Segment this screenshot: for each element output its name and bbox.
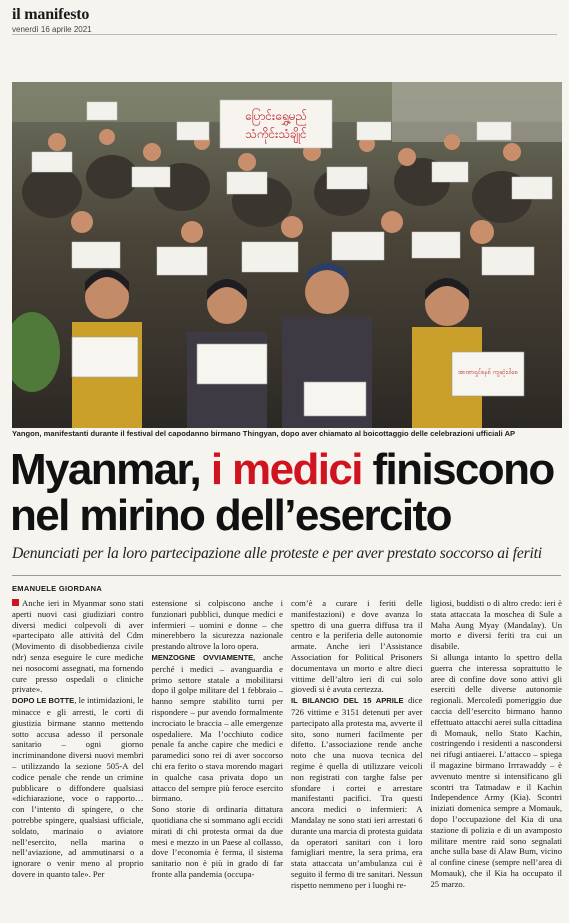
article-paragraph <box>12 695 144 880</box>
photo-credit: AP <box>504 429 516 438</box>
photo-banner-line1: ပြောင်းရွှေ့မည် <box>244 109 308 123</box>
paragraph-text: , anche perché i medici – avanguardia e primo settore statale a mobilitarsi dopo il golpe militare del 1 febbraio – hanno sempre stabilito turni per rispondere – pur avendo formalmente incrociato le braccia – alle emergenze ospedaliere. Ma l’occhiuto codice penale fa anche capire che medici e paramedici sono rei di aver soccorso chi era ferito o stava morendo magari in qualche casa privata dopo un attacco del sempre più feroce esercito birmano. <box>151 651 283 804</box>
paragraph-text: , le intimidazioni, le minacce e gli arresti, le corti di giustizia birmane stanno mettendo sotto accusa adesso il personale sanitario – ogni giorno incriminandone diversi nuovi membri – utilizzando la sezione 505-A del codice penale che rende un crimine pubblicare o diffondere qualsiasi «dichiarazione, voce o rapporto… con l’intento di spingere, o che potrebbe spingere, qualsiasi ufficiale, soldato, marinaio o aviatore nell’esercito, nella marina o nell’aviazione, ad ammutinarsi o a ignorare o venir meno al proprio dovere in quanto tale». Per <box>12 695 144 879</box>
byline: EMANUELE GIORDANA <box>12 584 103 593</box>
article-paragraph <box>431 652 563 890</box>
article-column <box>12 598 144 918</box>
protest-photo-illustration <box>12 82 562 428</box>
article-paragraph <box>291 598 423 695</box>
article-body <box>12 598 562 918</box>
photo-sign-text: အာဏာရှင်စနစ် ကျဆုံးပါစေ <box>457 369 519 376</box>
subhead-divider <box>12 575 561 576</box>
article-paragraph <box>152 652 284 804</box>
article-column <box>431 598 563 918</box>
headline <box>10 447 562 539</box>
top-divider <box>12 34 557 35</box>
article-column <box>152 598 284 918</box>
masthead <box>12 6 92 34</box>
paragraph-kicker: MENZOGNE OVVIAMENTE <box>151 652 254 662</box>
paragraph-text: dice 726 vittime e 3151 detenuti per aver partecipato alla protesta ma, avverte il sito, sono numeri facilmente per difetto. L’associazione rende anche noto che una nuova tecnica del regime è quella di utilizzare veicoli non registrati con targhe false per sfondare i cortei e arrestare manifestanti pacifici. Tra questi ancora medici o infermieri: A Mandalay ne sono stati ieri arrestati 6 durante una marcia di protesta guidata da operatori sanitari con i loro famigliari mentre, la sera prima, era stata attaccata un’ambulanza cui è seguito il fermo di tre sanitari. Nessun rispetto nemmeno per i luoghi re- <box>291 695 423 890</box>
paragraph-text: Si allunga intanto lo spettro della guerra che interessa soprattutto le aree di confine dove sono attivi gli eserciti delle diverse autonomie regionali. Mercoledì pomeriggio due caccia dell’esercito birmano hanno effettuato attacchi aerei sulla cittadina di Momauk, nello Stato Kachin, costringendo i residenti a nascondersi nei rifugi antiaerei. L’attacco – spiega il magazine birmano Irrrawaddy – è avvenuto mentre si intensificano gli scontri tra Tatmadaw e il Kachin Independence Army (Kia). Scontri iniziati domenica sempre a Momauk, dopo l’occupazione del Kia di una stazione di polizia e di un avamposto militare mentre raid sono segnalati anche sulla base di Alaw Bum, vicino al confine cinese (sempre nell’area di Momauk), che il Kia ha occupato il 25 marzo. <box>430 651 562 889</box>
lead-marker-icon <box>12 599 19 606</box>
subheadline: Denunciati per la loro partecipazione alle proteste e per aver prestato soccorso ai feriti <box>12 545 542 562</box>
paragraph-kicker: DOPO LE BOTTE <box>12 696 75 706</box>
newspaper-name: il manifesto <box>12 6 90 23</box>
headline-part1: Myanmar, <box>10 445 211 494</box>
issue-date: venerdì 16 aprile 2021 <box>12 25 92 34</box>
photo-caption <box>12 429 562 438</box>
paragraph-kicker: IL BILANCIO DEL 15 APRILE <box>291 696 404 706</box>
paragraph-text: Anche ieri in Myanmar sono stati aperti nuovi casi giudiziari contro diversi medici colpevoli di aver «partecipato alle attività del Cdm (Movimento di disobbedienza civile ndr) senza eseguire le cure mediche nei nosocomi assegnati, ma fornendo cure presso ospedali o cliniche private». <box>12 598 144 695</box>
photo-banner-line2: သံကိုင်းသံချိုင် <box>245 127 307 141</box>
photo-caption-text: Yangon, manifestanti durante il festival del capodanno birmano Thingyan, dopo aver chiamato al boicottaggio delle celebrazioni ufficiali <box>12 429 503 438</box>
news-photo <box>12 82 562 428</box>
article-paragraph <box>431 598 563 652</box>
article-paragraph <box>152 804 284 880</box>
paragraph-text: estensione si colpiscono anche i funzionari pubblici, dunque medici e infermieri – uomini e donne – che minerebbero la sicurezza nazionale prestando altrove la loro opera. <box>151 598 283 652</box>
paragraph-text: Sono storie di ordinaria dittatura quotidiana che si sommano agli eccidi mirati di chi protesta ormai da due mesi e mezzo in un Paese al collasso, dove l’economia è ferma, il sistema sanitario non è più in grado di far fronte alla pandemia (occupa- <box>151 804 283 879</box>
paragraph-text: com’è a curare i feriti delle manifestazioni) e dove avanza lo spettro di una guerra diffusa tra il centro e la periferia delle autonomie armate. Anche ieri l’Assistance Association for Political Prisoners documentava un morto e altre dieci vittime dell’altro ieri di cui solo giovedì si è avuta certezza. <box>291 598 423 695</box>
paragraph-text: ligiosi, buddisti o di altro credo: ieri è stata attaccata la moschea di Sule a Maha Aung Myay (Mandalay). Un morto e diversi feriti tra cui un disabile. <box>430 598 562 652</box>
headline-part2: finiscono nel mirino dell’esercito <box>10 445 554 540</box>
article-paragraph <box>291 695 423 890</box>
article-paragraph <box>152 598 284 652</box>
article-column <box>291 598 423 918</box>
headline-highlight: i medici <box>210 445 362 494</box>
article-paragraph <box>12 598 144 695</box>
